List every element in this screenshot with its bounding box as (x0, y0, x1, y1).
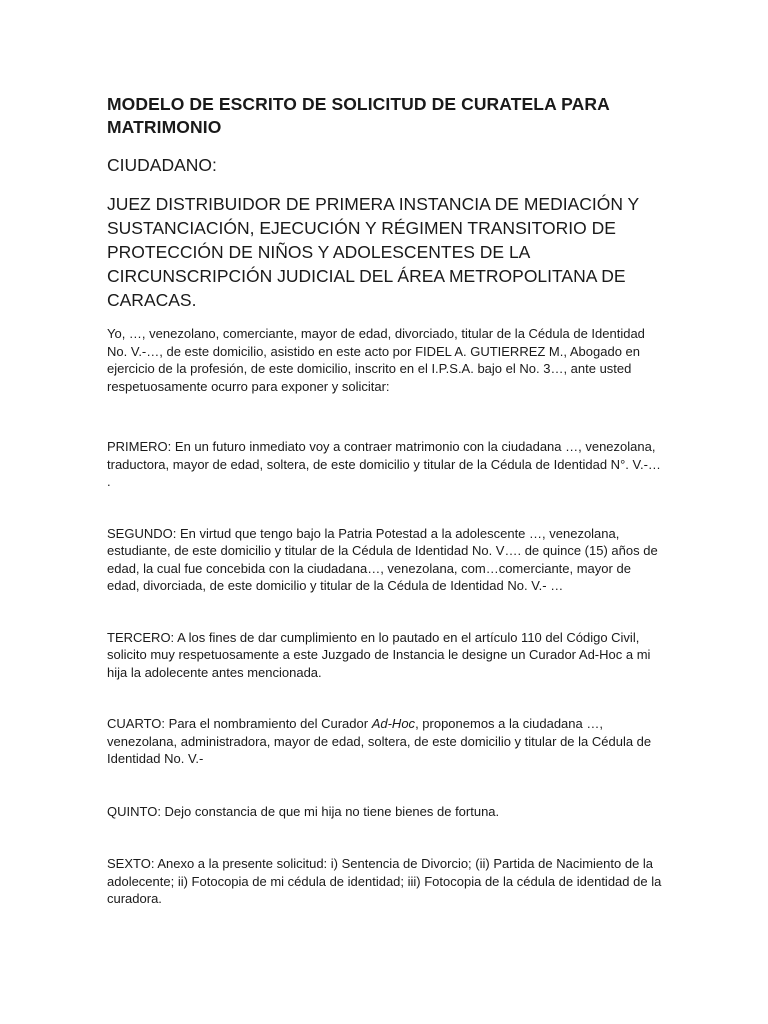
paragraph-tercero: TERCERO: A los fines de dar cumplimiento en lo pautado en el artículo 110 del Código Civil, solicito muy respetuosamente a este Juzgado de Instancia le designe un Curador Ad-Hoc a mi hija la adolecente antes mencionada. (107, 629, 651, 680)
salutation: CIUDADANO: (107, 155, 217, 175)
addressee: JUEZ DISTRIBUIDOR DE PRIMERA INSTANCIA DE MEDIACIÓN Y SUSTANCIACIÓN, EJECUCIÓN Y RÉGIMEN TRANSITORIO DE PROTECCIÓN DE NIÑOS Y ADOLESCENTES DE LA CIRCUNSCRIPCIÓN JUDICIAL DEL ÁREA METROPOLITANA DE CARACAS. (107, 194, 639, 310)
paragraph-segundo: SEGUNDO: En virtud que tengo bajo la Patria Potestad a la adolescente …, venezolana, estudiante, de este domicilio y titular de la Cédula de Identidad No. V…. de quince (15) años de edad, la cual fue concebida con la ciudadana…, venezolana, com…comerciante, mayor de edad, divorciada, de este domicilio y titular de la Cédula de Identidad No. V.- … (107, 525, 658, 593)
cuarto-text-italic: Ad-Hoc (371, 716, 416, 731)
paragraph-quinto: QUINTO: Dejo constancia de que mi hija no tiene bienes de fortuna. (107, 803, 500, 819)
cuarto-text-end: , proponemos a la ciudadana …, venezolana, administradora, mayor de edad, soltera, de este domicilio y titular de la Cédula de Identidad No. V.- (107, 716, 652, 766)
intro-paragraph: Yo, …, venezolano, comerciante, mayor de edad, divorciado, titular de la Cédula de Identidad No. V.-…, de este domicilio, asistido en este acto por FIDEL A. GUTIERREZ M., Abogado en ejercicio de la profesión, de este domicilio, inscrito en el I.P.S.A. bajo el No. 3…, ante usted respetuosamente ocurro para exponer y solicitar: (107, 326, 645, 394)
document-page (107, 93, 667, 908)
document-title: MODELO DE ESCRITO DE SOLICITUD DE CURATELA PARA MATRIMONIO (107, 94, 610, 137)
paragraph-primero: PRIMERO: En un futuro inmediato voy a contraer matrimonio con la ciudadana …, venezolana, traductora, mayor de edad, soltera, de este domicilio y titular de la Cédula de Identidad N°. V.-… . (107, 439, 661, 489)
paragraph-sexto: SEXTO: Anexo a la presente solicitud: i) Sentencia de Divorcio; (ii) Partida de Nacimiento de la adolecente; ii) Fotocopia de mi cédula de identidad; iii) Fotocopia de la cédula de identidad de la curadora. (107, 856, 662, 906)
paragraph-cuarto (107, 715, 667, 768)
cuarto-text-start: CUARTO: Para el nombramiento del Curador (107, 716, 372, 731)
